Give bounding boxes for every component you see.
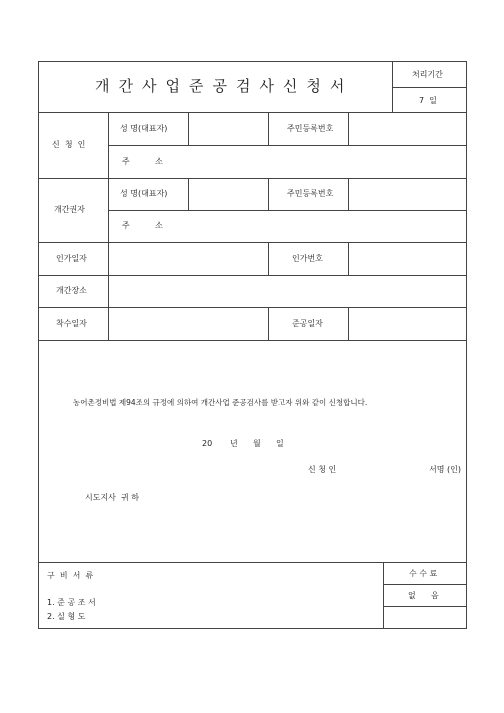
processing-period-label: 처리기간 bbox=[412, 70, 443, 79]
rights-holder-resident-no-field[interactable] bbox=[350, 180, 465, 209]
statement-applicant-label: 신 청 인 bbox=[308, 465, 337, 474]
completion-date-field[interactable] bbox=[350, 309, 465, 339]
documents-header: 구 비 서 류 bbox=[47, 571, 94, 580]
applicant-section-label: 신 청 인 bbox=[52, 140, 86, 149]
form-title: 개간사업준공검사신청서 bbox=[95, 77, 354, 95]
rights-holder-resident-no-label: 주민등록번호 bbox=[287, 189, 334, 198]
rights-holder-name-label: 성 명(대표자) bbox=[120, 189, 168, 198]
processing-period-value: 7 일 bbox=[419, 96, 437, 105]
addressee: 시도지사 귀 하 bbox=[85, 493, 139, 502]
statement-body: 농어촌정비법 제94조의 규정에 의하여 개간사업 준공검사를 받고자 위와 같이 신청합니다. bbox=[73, 398, 368, 407]
rights-holder-address-label: 주 소 bbox=[122, 221, 163, 230]
applicant-name-field[interactable] bbox=[190, 114, 267, 144]
document-item-1: 1. 준 공 조 서 bbox=[47, 598, 96, 607]
permit-number-field[interactable] bbox=[350, 244, 465, 274]
permit-date-field[interactable] bbox=[110, 244, 267, 274]
permit-date-label: 인가일자 bbox=[56, 254, 87, 263]
applicant-address-field[interactable] bbox=[190, 147, 465, 177]
site-label: 개간장소 bbox=[56, 286, 87, 295]
rights-holder-address-field[interactable] bbox=[190, 212, 465, 241]
permit-number-label: 인가번호 bbox=[292, 254, 323, 263]
completion-date-label: 준공일자 bbox=[292, 319, 323, 328]
fee-value: 없 음 bbox=[408, 591, 439, 600]
statement-date-line: 20 년 월 일 bbox=[202, 439, 284, 448]
start-date-field[interactable] bbox=[110, 309, 267, 339]
start-date-label: 착수일자 bbox=[56, 319, 87, 328]
fee-label: 수 수 료 bbox=[409, 569, 438, 578]
applicant-address-label: 주 소 bbox=[122, 157, 163, 166]
document-item-2: 2. 실 형 도 bbox=[47, 612, 86, 621]
rights-holder-name-field[interactable] bbox=[190, 180, 267, 209]
applicant-name-label: 성 명(대표자) bbox=[120, 124, 168, 133]
applicant-resident-no-label: 주민등록번호 bbox=[287, 124, 334, 133]
rights-holder-section-label: 개간권자 bbox=[54, 205, 85, 214]
applicant-resident-no-field[interactable] bbox=[350, 114, 465, 144]
site-field[interactable] bbox=[110, 277, 465, 306]
signature-label: 서명 (인) bbox=[429, 465, 461, 474]
